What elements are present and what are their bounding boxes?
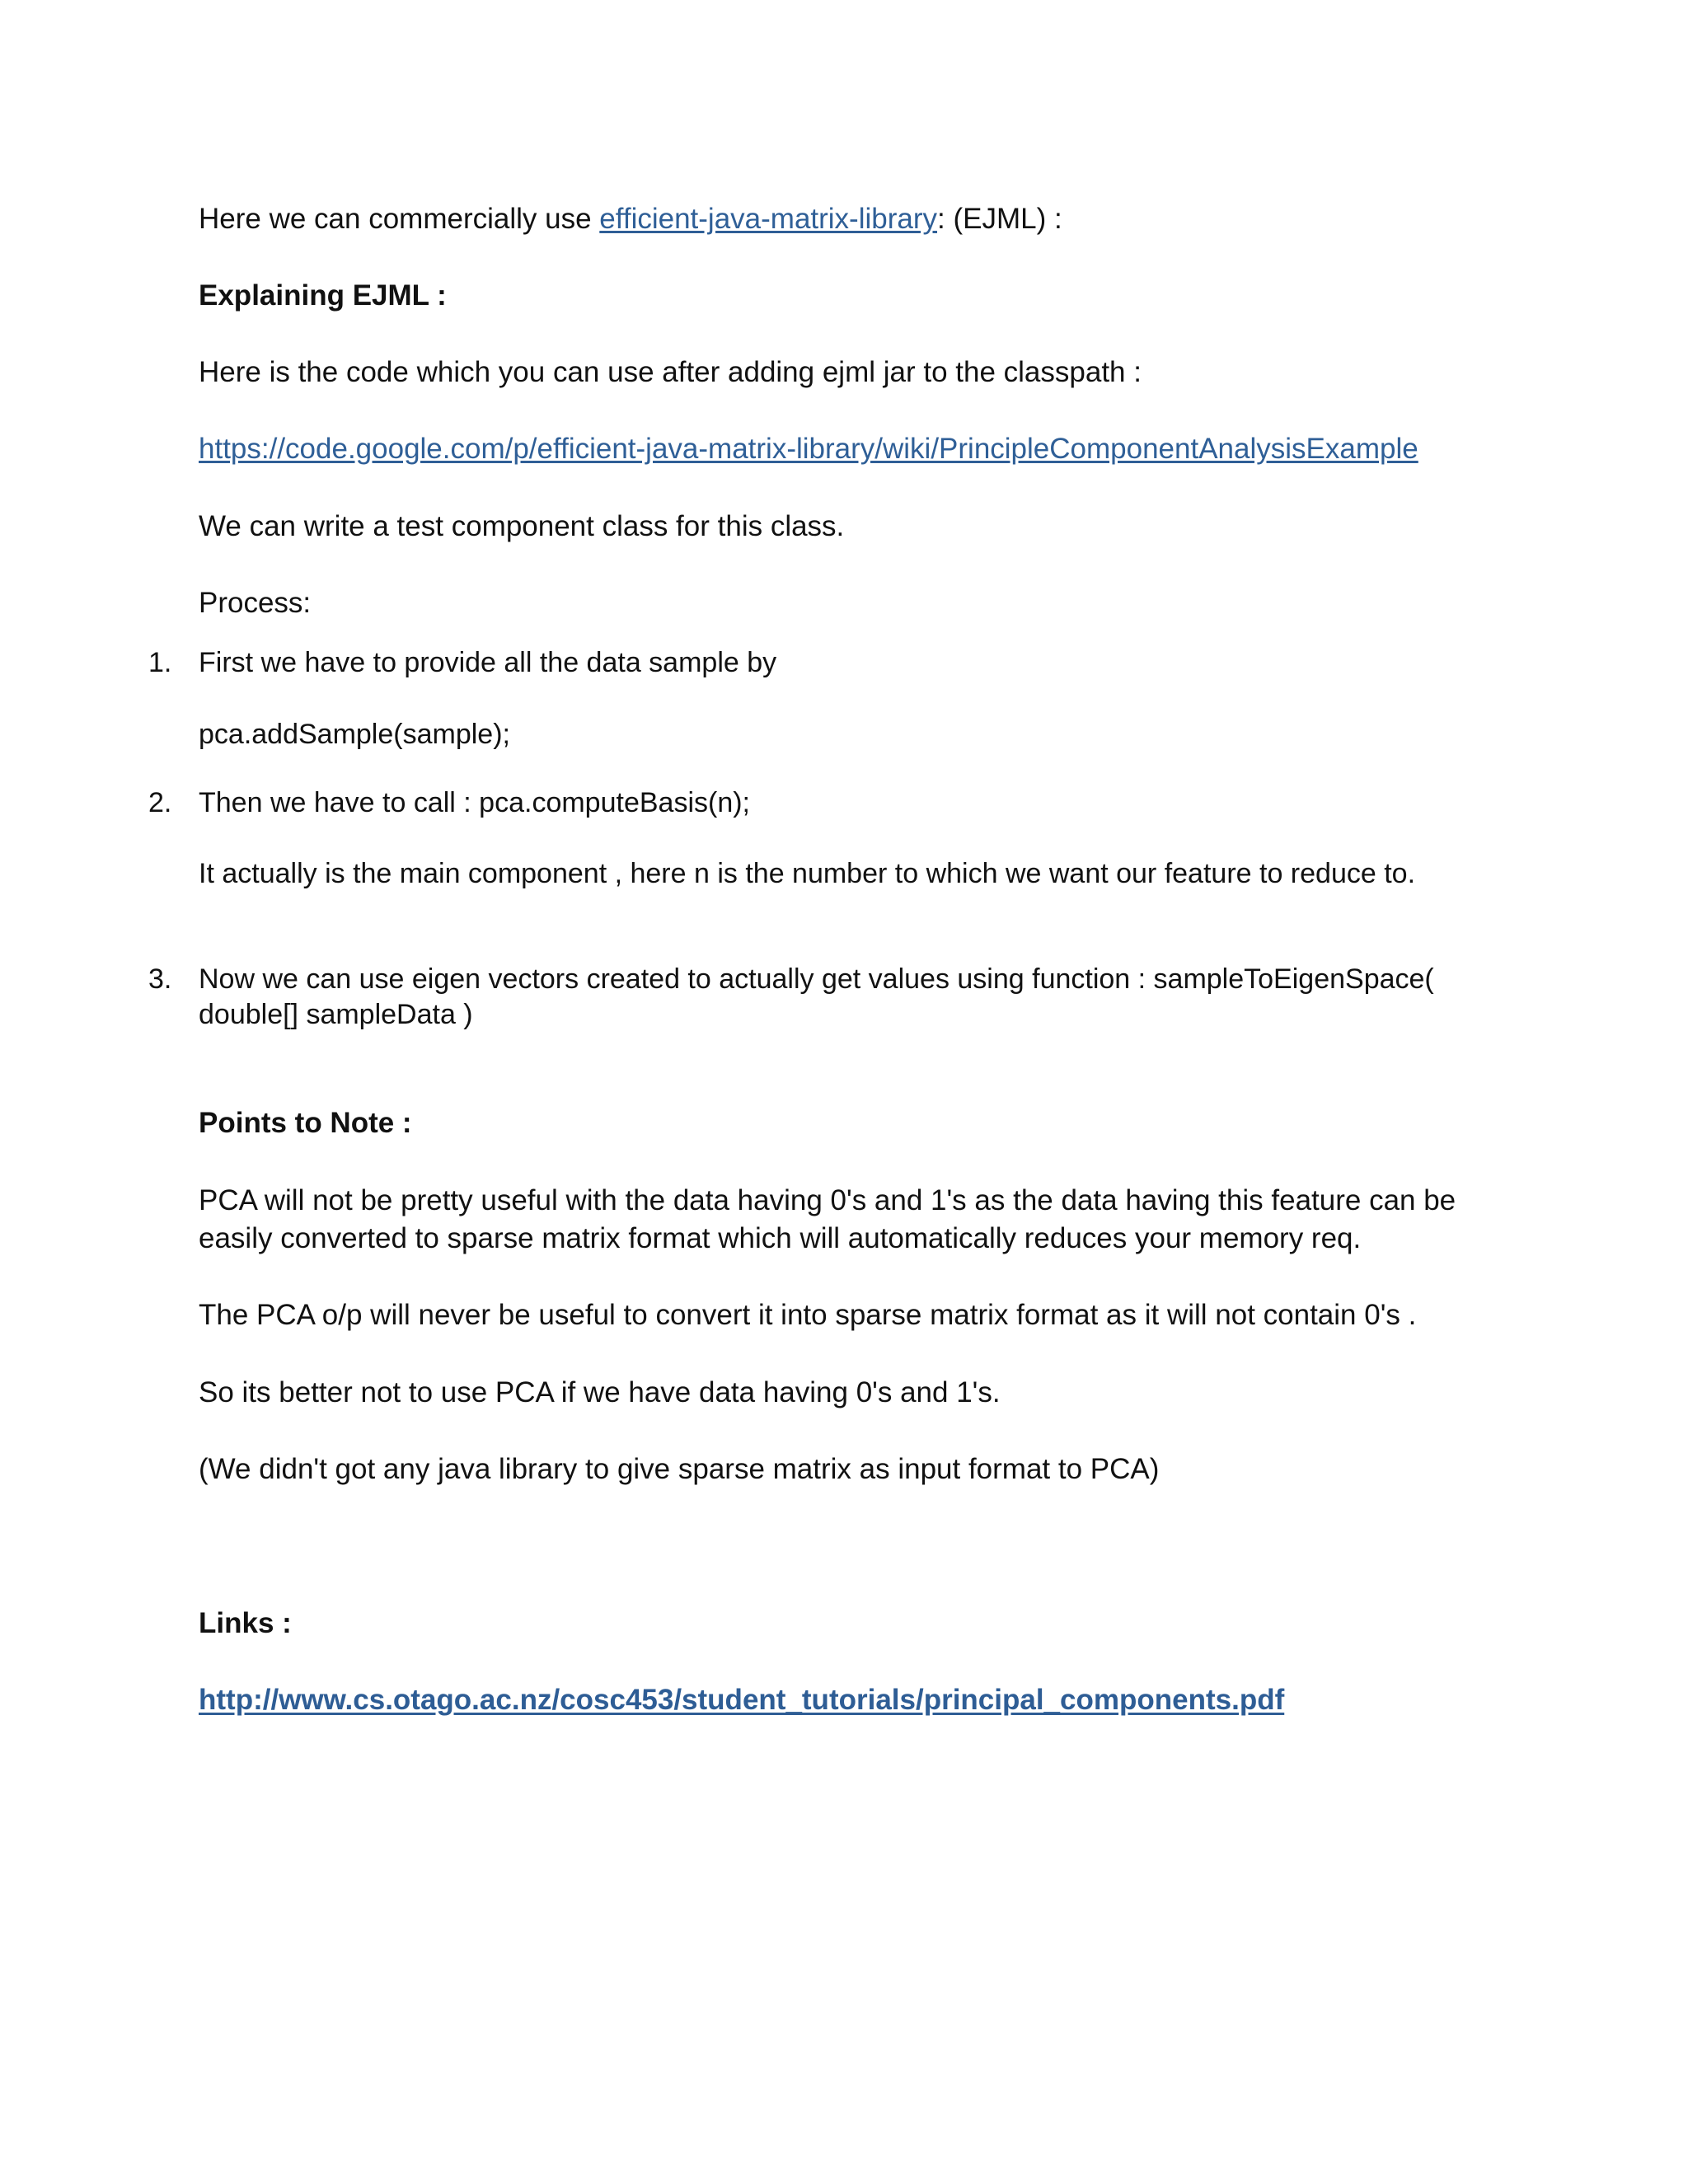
points-heading: Points to Note : (199, 1107, 412, 1139)
point-1-line1: PCA will not be pretty useful with the data having 0's and 1's as the data having this feature can be (199, 1184, 1456, 1216)
otago-pdf-link[interactable]: http://www.cs.otago.ac.nz/cosc453/student_tutorials/principal_components.pdf (199, 1684, 1285, 1716)
intro-suffix: : (EJML) : (937, 203, 1062, 235)
code-google-link[interactable]: https://code.google.com/p/efficient-java-matrix-library/wiki/PrincipleComponentAnalysisExample (199, 433, 1418, 465)
intro-line (199, 201, 1062, 237)
code-intro: Here is the code which you can use after adding ejml jar to the classpath : (199, 356, 1142, 388)
step-2-detail: It actually is the main component , here n is the number to which we want our feature to reduce to. (199, 858, 1416, 889)
test-class-note: We can write a test component class for this class. (199, 510, 845, 542)
point-2: The PCA o/p will never be useful to convert it into sparse matrix format as it will not contain 0's . (199, 1299, 1417, 1331)
explaining-heading: Explaining EJML : (199, 279, 447, 312)
point-1-line2: easily converted to sparse matrix format which will automatically reduces your memory req. (199, 1222, 1362, 1254)
code-link-line (199, 431, 1418, 467)
links-heading: Links : (199, 1607, 292, 1639)
intro-prefix: Here we can commercially use (199, 203, 600, 235)
point-4: (We didn't got any java library to give sparse matrix as input format to PCA) (199, 1453, 1160, 1485)
step-3-text-line2: double[] sampleData ) (199, 999, 473, 1030)
ejml-link[interactable]: efficient-java-matrix-library (599, 203, 938, 235)
step-3-number: 3. (148, 963, 172, 995)
links-url-line (199, 1682, 1284, 1718)
step-1-number: 1. (148, 647, 172, 678)
step-2-number: 2. (148, 787, 172, 818)
step-2-text: Then we have to call : pca.computeBasis(n); (199, 787, 750, 818)
point-3: So its better not to use PCA if we have data having 0's and 1's. (199, 1376, 1001, 1408)
step-1-detail: pca.addSample(sample); (199, 719, 510, 750)
process-heading: Process: (199, 587, 312, 619)
step-1-text: First we have to provide all the data sample by (199, 647, 777, 678)
step-3-text-line1: Now we can use eigen vectors created to actually get values using function : sampleToEigenSpace( (199, 963, 1434, 995)
